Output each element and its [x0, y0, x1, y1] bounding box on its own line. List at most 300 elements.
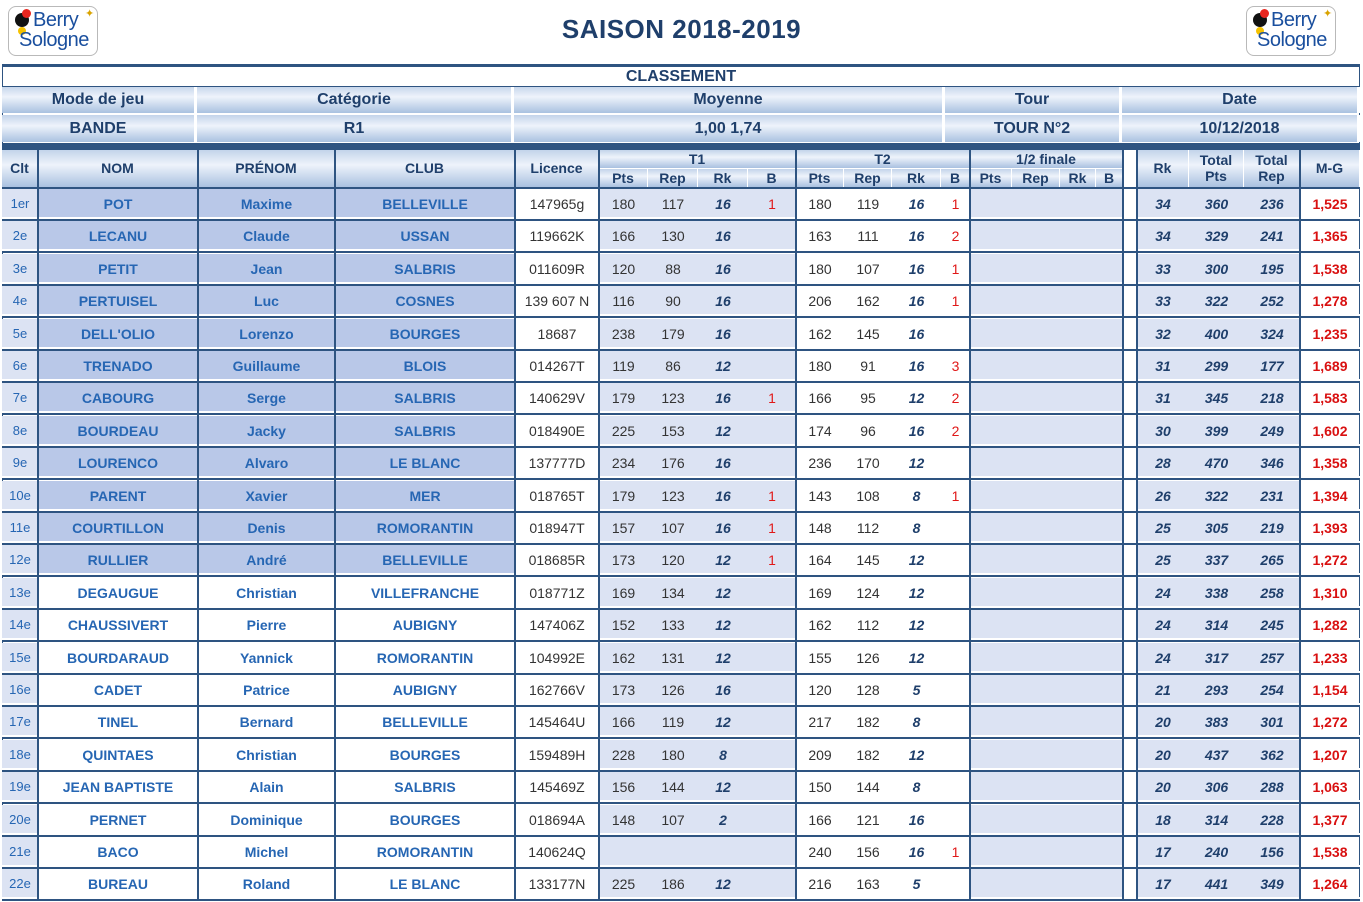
- cell-t1-b: 1: [748, 481, 796, 511]
- cell-t2-pts: 180: [796, 254, 844, 284]
- cell-total-pts: 299: [1189, 351, 1244, 381]
- cell-t1-b: [748, 221, 796, 251]
- cell-t1-b: 1: [748, 189, 796, 219]
- cell-t2-rep: 128: [844, 675, 892, 705]
- cell-mg: 1,278: [1300, 286, 1360, 316]
- cell-total-rep: 254: [1244, 675, 1300, 705]
- cell-t2-rep: 96: [844, 416, 892, 446]
- cell-t1-b: 1: [748, 513, 796, 543]
- cell-total-pts: 300: [1189, 254, 1244, 284]
- cell-rk: 25: [1137, 513, 1189, 543]
- cell-total-pts: 470: [1189, 448, 1244, 478]
- classement-heading: CLASSEMENT: [2, 64, 1360, 86]
- cell-prenom: Jacky: [198, 416, 335, 446]
- cell-total-pts: 240: [1189, 837, 1244, 867]
- cell-total-rep: 288: [1244, 772, 1300, 802]
- cell-t1-rep: 117: [648, 189, 698, 219]
- cell-t2-rk: 5: [892, 675, 941, 705]
- cell-t1-rk: 16: [698, 481, 748, 511]
- cell-club: SALBRIS: [335, 383, 515, 413]
- cell-semi-rk: [1060, 805, 1096, 835]
- cell-t2-b: 2: [941, 416, 970, 446]
- cell-club: BLOIS: [335, 351, 515, 381]
- cell-semi-rep: [1012, 578, 1060, 608]
- cell-t1-rep: 133: [648, 610, 698, 640]
- cell-t1-rep: 123: [648, 383, 698, 413]
- cell-licence: 018490E: [515, 416, 599, 446]
- cell-semi-pts: [970, 578, 1012, 608]
- cell-rk: 34: [1137, 189, 1189, 219]
- cell-t1-rk: 16: [698, 448, 748, 478]
- cell-mg: 1,272: [1300, 545, 1360, 575]
- cell-t1-rep: 90: [648, 286, 698, 316]
- cell-prenom: Patrice: [198, 675, 335, 705]
- cell-t2-rep: 112: [844, 513, 892, 543]
- cell-t1-b: [748, 675, 796, 705]
- cell-mg: 1,310: [1300, 578, 1360, 608]
- cell-nom: CADET: [38, 675, 198, 705]
- cell-t1-b: 1: [748, 383, 796, 413]
- cell-semi-rk: [1060, 869, 1096, 899]
- cell-t2-b: 1: [941, 481, 970, 511]
- cell-t1-pts: 225: [599, 869, 648, 899]
- cell-prenom: Guillaume: [198, 351, 335, 381]
- cell-semi-b: [1096, 221, 1123, 251]
- cell-t2-pts: 240: [796, 837, 844, 867]
- cell-total-pts: 345: [1189, 383, 1244, 413]
- cell-club: BELLEVILLE: [335, 189, 515, 219]
- cell-club: USSAN: [335, 221, 515, 251]
- cell-t1-rep: 176: [648, 448, 698, 478]
- cell-semi-rk: [1060, 481, 1096, 511]
- cell-clt: 11e: [2, 513, 38, 543]
- cell-mg: 1,235: [1300, 319, 1360, 349]
- cell-t2-rep: 126: [844, 643, 892, 673]
- cell-licence: 18687: [515, 319, 599, 349]
- cell-t2-pts: 174: [796, 416, 844, 446]
- row-separator: [2, 251, 1360, 253]
- cell-licence: 018685R: [515, 545, 599, 575]
- cell-rk: 24: [1137, 610, 1189, 640]
- cell-licence: 159489H: [515, 740, 599, 770]
- cell-semi-rep: [1012, 772, 1060, 802]
- cell-total-rep: 346: [1244, 448, 1300, 478]
- cell-semi-rk: [1060, 643, 1096, 673]
- cell-semi-pts: [970, 448, 1012, 478]
- cell-prenom: Denis: [198, 513, 335, 543]
- cell-semi-rep: [1012, 286, 1060, 316]
- cell-prenom: Jean: [198, 254, 335, 284]
- cell-t2-rep: 144: [844, 772, 892, 802]
- cell-t1-rk: [698, 837, 748, 867]
- cell-semi-b: [1096, 643, 1123, 673]
- cell-total-rep: 241: [1244, 221, 1300, 251]
- cell-semi-rep: [1012, 254, 1060, 284]
- cell-semi-rk: [1060, 416, 1096, 446]
- cell-t1-pts: [599, 837, 648, 867]
- col-subheader-s-b: B: [1096, 169, 1123, 187]
- column-divider: [1299, 150, 1301, 900]
- cell-prenom: Pierre: [198, 610, 335, 640]
- cell-t2-pts: 180: [796, 351, 844, 381]
- cell-t2-pts: 150: [796, 772, 844, 802]
- cell-t1-rep: 186: [648, 869, 698, 899]
- col-header-semi: 1/2 finale: [970, 150, 1123, 168]
- cell-semi-rk: [1060, 675, 1096, 705]
- cell-t1-rk: 2: [698, 805, 748, 835]
- cell-t1-pts: 116: [599, 286, 648, 316]
- cell-t2-pts: 169: [796, 578, 844, 608]
- cell-t1-rk: 16: [698, 221, 748, 251]
- cell-t1-rep: 179: [648, 319, 698, 349]
- cell-t2-rk: 16: [892, 837, 941, 867]
- cell-t1-pts: 162: [599, 643, 648, 673]
- cell-t1-rep: 180: [648, 740, 698, 770]
- cell-total-rep: 236: [1244, 189, 1300, 219]
- row-separator: [2, 737, 1360, 739]
- cell-semi-rep: [1012, 837, 1060, 867]
- cell-club: BOURGES: [335, 805, 515, 835]
- cell-t2-rep: 95: [844, 383, 892, 413]
- row-separator: [2, 413, 1360, 415]
- cell-club: AUBIGNY: [335, 610, 515, 640]
- logo-word-1: Berry: [33, 9, 79, 31]
- cell-t1-pts: 157: [599, 513, 648, 543]
- cell-clt: 8e: [2, 416, 38, 446]
- cell-nom: BACO: [38, 837, 198, 867]
- cell-t2-rk: 8: [892, 481, 941, 511]
- cell-nom: PETIT: [38, 254, 198, 284]
- cell-semi-rk: [1060, 772, 1096, 802]
- cell-clt: 20e: [2, 805, 38, 835]
- cell-t1-b: [748, 286, 796, 316]
- cell-total-pts: 317: [1189, 643, 1244, 673]
- cell-semi-pts: [970, 772, 1012, 802]
- cell-total-rep: 362: [1244, 740, 1300, 770]
- cell-semi-rep: [1012, 675, 1060, 705]
- cell-t2-b: 2: [941, 221, 970, 251]
- cell-semi-rep: [1012, 448, 1060, 478]
- cell-club: COSNES: [335, 286, 515, 316]
- cell-semi-rep: [1012, 319, 1060, 349]
- col-subheader-t2-b: B: [941, 169, 970, 187]
- cell-t2-rk: 8: [892, 513, 941, 543]
- cell-t2-rep: 162: [844, 286, 892, 316]
- cell-mg: 1,272: [1300, 707, 1360, 737]
- cell-t2-rk: 16: [892, 351, 941, 381]
- cell-nom: BOURDARAUD: [38, 643, 198, 673]
- col-header-nom: NOM: [38, 150, 198, 187]
- col-header-total-pts: Total Pts: [1189, 150, 1244, 187]
- cell-t1-b: [748, 805, 796, 835]
- cell-total-pts: 314: [1189, 610, 1244, 640]
- cell-semi-pts: [970, 740, 1012, 770]
- cell-t2-rk: 12: [892, 578, 941, 608]
- cell-t2-rep: 107: [844, 254, 892, 284]
- column-divider: [969, 150, 971, 900]
- cell-rk: 31: [1137, 383, 1189, 413]
- cell-semi-b: [1096, 869, 1123, 899]
- cell-total-rep: 195: [1244, 254, 1300, 284]
- col-header-t1: T1: [599, 150, 796, 168]
- cell-t1-b: [748, 254, 796, 284]
- cell-t2-pts: 166: [796, 383, 844, 413]
- cell-club: ROMORANTIN: [335, 643, 515, 673]
- cell-total-pts: 441: [1189, 869, 1244, 899]
- cell-clt: 10e: [2, 481, 38, 511]
- cell-clt: 21e: [2, 837, 38, 867]
- cell-t2-rk: 12: [892, 643, 941, 673]
- cell-semi-pts: [970, 610, 1012, 640]
- cell-semi-rk: [1060, 513, 1096, 543]
- cell-mg: 1,063: [1300, 772, 1360, 802]
- cell-rk: 17: [1137, 837, 1189, 867]
- cell-clt: 7e: [2, 383, 38, 413]
- column-divider: [37, 150, 39, 900]
- cell-prenom: Dominique: [198, 805, 335, 835]
- info-value-4: 10/12/2018: [1122, 115, 1360, 142]
- cell-club: BELLEVILLE: [335, 707, 515, 737]
- cell-mg: 1,538: [1300, 254, 1360, 284]
- cell-t2-b: 1: [941, 286, 970, 316]
- cell-rk: 24: [1137, 578, 1189, 608]
- cell-nom: PARENT: [38, 481, 198, 511]
- cell-semi-pts: [970, 383, 1012, 413]
- cell-semi-b: [1096, 578, 1123, 608]
- cell-total-rep: 301: [1244, 707, 1300, 737]
- cell-t1-rep: 107: [648, 805, 698, 835]
- cell-semi-rep: [1012, 221, 1060, 251]
- cell-t1-pts: 169: [599, 578, 648, 608]
- cell-t1-rk: 16: [698, 675, 748, 705]
- cell-nom: TRENADO: [38, 351, 198, 381]
- cell-licence: 147965g: [515, 189, 599, 219]
- cell-t1-rep: 123: [648, 481, 698, 511]
- column-divider: [197, 150, 199, 900]
- cell-semi-pts: [970, 416, 1012, 446]
- cell-clt: 16e: [2, 675, 38, 705]
- cell-t2-pts: 155: [796, 643, 844, 673]
- cell-rk: 18: [1137, 805, 1189, 835]
- cell-semi-b: [1096, 837, 1123, 867]
- cell-nom: DELL'OLIO: [38, 319, 198, 349]
- cell-semi-b: [1096, 254, 1123, 284]
- cell-t1-rep: 130: [648, 221, 698, 251]
- cell-semi-rep: [1012, 805, 1060, 835]
- cell-semi-rk: [1060, 545, 1096, 575]
- col-subheader-t1-pts: Pts: [599, 169, 648, 187]
- cell-t2-b: [941, 319, 970, 349]
- cell-semi-rep: [1012, 513, 1060, 543]
- cell-nom: DEGAUGUE: [38, 578, 198, 608]
- column-divider: [1122, 150, 1124, 900]
- cell-club: ROMORANTIN: [335, 513, 515, 543]
- cell-prenom: Michel: [198, 837, 335, 867]
- cell-semi-rep: [1012, 740, 1060, 770]
- cell-prenom: Luc: [198, 286, 335, 316]
- cell-t2-rk: 12: [892, 610, 941, 640]
- cell-semi-rep: [1012, 383, 1060, 413]
- cell-t1-rk: 12: [698, 707, 748, 737]
- cell-t2-b: [941, 869, 970, 899]
- cell-t2-rep: 91: [844, 351, 892, 381]
- cell-t2-pts: 143: [796, 481, 844, 511]
- cell-t2-b: [941, 707, 970, 737]
- cell-semi-b: [1096, 545, 1123, 575]
- cell-clt: 19e: [2, 772, 38, 802]
- cell-total-rep: 177: [1244, 351, 1300, 381]
- cell-prenom: Christian: [198, 578, 335, 608]
- logo-word-2: Sologne: [1257, 29, 1327, 51]
- cell-semi-b: [1096, 351, 1123, 381]
- cell-semi-rk: [1060, 286, 1096, 316]
- cell-prenom: André: [198, 545, 335, 575]
- cell-total-pts: 306: [1189, 772, 1244, 802]
- cell-semi-b: [1096, 416, 1123, 446]
- cell-semi-rk: [1060, 578, 1096, 608]
- cell-t1-pts: 148: [599, 805, 648, 835]
- cell-t1-b: 1: [748, 545, 796, 575]
- col-subheader-t2-rep: Rep: [844, 169, 892, 187]
- column-divider: [334, 150, 336, 900]
- cell-total-pts: 314: [1189, 805, 1244, 835]
- cell-semi-pts: [970, 351, 1012, 381]
- col-subheader-s-pts: Pts: [970, 169, 1012, 187]
- logo-word-1: Berry: [1271, 9, 1317, 31]
- cell-t1-rk: 12: [698, 578, 748, 608]
- cell-t1-pts: 152: [599, 610, 648, 640]
- col-header-t2: T2: [796, 150, 970, 168]
- cell-total-pts: 329: [1189, 221, 1244, 251]
- cell-mg: 1,377: [1300, 805, 1360, 835]
- cell-total-rep: 231: [1244, 481, 1300, 511]
- cell-t2-rk: 16: [892, 319, 941, 349]
- cell-rk: 20: [1137, 772, 1189, 802]
- cell-mg: 1,282: [1300, 610, 1360, 640]
- cell-t2-rk: 8: [892, 707, 941, 737]
- cell-t1-rep: 120: [648, 545, 698, 575]
- cell-rk: 28: [1137, 448, 1189, 478]
- column-divider: [514, 150, 516, 900]
- cell-t2-rep: 145: [844, 319, 892, 349]
- cell-t2-pts: 217: [796, 707, 844, 737]
- cell-club: ROMORANTIN: [335, 837, 515, 867]
- cell-t1-pts: 238: [599, 319, 648, 349]
- cell-licence: 145464U: [515, 707, 599, 737]
- cell-t1-pts: 166: [599, 707, 648, 737]
- cell-club: BELLEVILLE: [335, 545, 515, 575]
- cell-semi-rk: [1060, 221, 1096, 251]
- cell-total-pts: 337: [1189, 545, 1244, 575]
- info-header-2: Moyenne: [514, 86, 945, 113]
- cell-semi-rep: [1012, 416, 1060, 446]
- cell-t2-b: [941, 578, 970, 608]
- star-icon: ✦: [85, 8, 95, 20]
- cell-licence: 162766V: [515, 675, 599, 705]
- cell-club: LE BLANC: [335, 448, 515, 478]
- cell-rk: 24: [1137, 643, 1189, 673]
- cell-mg: 1,525: [1300, 189, 1360, 219]
- cell-t1-rk: 8: [698, 740, 748, 770]
- cell-semi-b: [1096, 772, 1123, 802]
- cell-semi-b: [1096, 383, 1123, 413]
- cell-t2-rk: 16: [892, 254, 941, 284]
- cell-semi-rk: [1060, 189, 1096, 219]
- cell-t1-rk: 12: [698, 772, 748, 802]
- cell-licence: 140624Q: [515, 837, 599, 867]
- cell-semi-rk: [1060, 740, 1096, 770]
- cell-clt: 6e: [2, 351, 38, 381]
- cell-total-rep: 249: [1244, 416, 1300, 446]
- info-value-1: R1: [197, 115, 514, 142]
- section-separator: [2, 143, 1360, 150]
- star-icon: ✦: [1323, 8, 1333, 20]
- cell-t2-rep: 182: [844, 740, 892, 770]
- cell-t1-b: [748, 643, 796, 673]
- col-header-licence: Licence: [515, 150, 599, 187]
- cell-nom: TINEL: [38, 707, 198, 737]
- col-subheader-s-rk: Rk: [1060, 169, 1096, 187]
- cell-club: SALBRIS: [335, 416, 515, 446]
- cell-mg: 1,689: [1300, 351, 1360, 381]
- cell-total-rep: 257: [1244, 643, 1300, 673]
- col-header-mg: M-G: [1300, 150, 1360, 187]
- cell-prenom: Yannick: [198, 643, 335, 673]
- cell-prenom: Bernard: [198, 707, 335, 737]
- info-header-4: Date: [1122, 86, 1360, 113]
- cell-licence: 147406Z: [515, 610, 599, 640]
- cell-club: LE BLANC: [335, 869, 515, 899]
- cell-club: SALBRIS: [335, 772, 515, 802]
- cell-prenom: Alvaro: [198, 448, 335, 478]
- cell-t2-rep: 170: [844, 448, 892, 478]
- cell-club: MER: [335, 481, 515, 511]
- cell-semi-pts: [970, 643, 1012, 673]
- cell-nom: PERNET: [38, 805, 198, 835]
- cell-semi-b: [1096, 610, 1123, 640]
- cell-t2-b: [941, 643, 970, 673]
- cell-t2-rep: 145: [844, 545, 892, 575]
- cell-nom: JEAN BAPTISTE: [38, 772, 198, 802]
- cell-semi-rk: [1060, 351, 1096, 381]
- cell-total-rep: 245: [1244, 610, 1300, 640]
- info-header-1: Catégorie: [197, 86, 514, 113]
- cell-semi-b: [1096, 319, 1123, 349]
- cell-total-pts: 437: [1189, 740, 1244, 770]
- cell-nom: RULLIER: [38, 545, 198, 575]
- cell-mg: 1,154: [1300, 675, 1360, 705]
- cell-clt: 14e: [2, 610, 38, 640]
- cell-mg: 1,365: [1300, 221, 1360, 251]
- info-value-3: TOUR N°2: [945, 115, 1122, 142]
- cell-nom: COURTILLON: [38, 513, 198, 543]
- cell-t1-rk: 16: [698, 513, 748, 543]
- cell-t1-pts: 173: [599, 545, 648, 575]
- cell-t1-rk: 12: [698, 545, 748, 575]
- cell-prenom: Christian: [198, 740, 335, 770]
- cell-total-rep: 265: [1244, 545, 1300, 575]
- cell-mg: 1,264: [1300, 869, 1360, 899]
- cell-semi-b: [1096, 448, 1123, 478]
- cell-total-rep: 156: [1244, 837, 1300, 867]
- cell-club: BOURGES: [335, 319, 515, 349]
- cell-semi-rep: [1012, 610, 1060, 640]
- header-gap: [1123, 150, 1137, 187]
- cell-clt: 3e: [2, 254, 38, 284]
- cell-t2-rk: 16: [892, 805, 941, 835]
- cell-t1-rk: 16: [698, 286, 748, 316]
- cell-semi-pts: [970, 221, 1012, 251]
